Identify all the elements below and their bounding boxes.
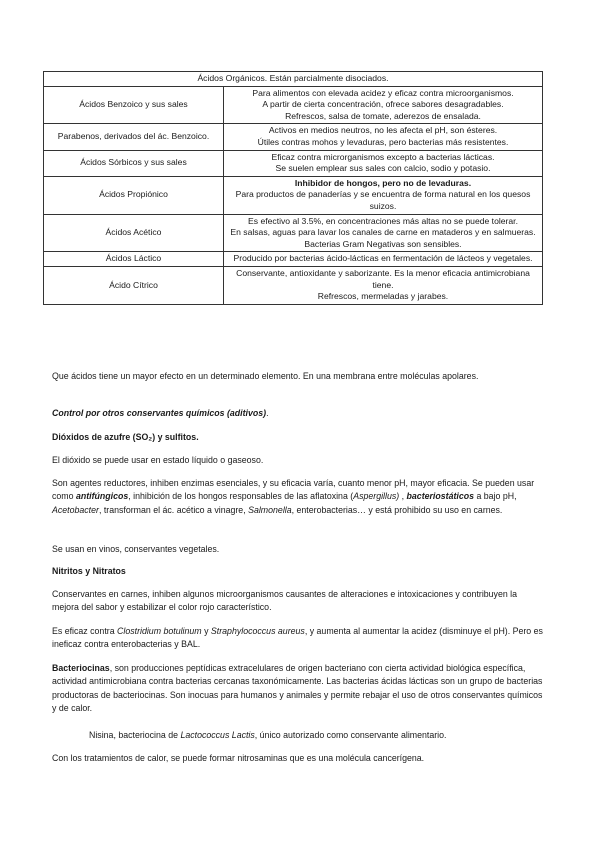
acid-description — [224, 86, 543, 124]
table-row — [44, 150, 543, 176]
acid-description — [224, 150, 543, 176]
acid-name: Ácidos Sórbicos y sus sales — [44, 150, 224, 176]
desc-line: Eficaz contra microrganismos excepto a bacterias lácticas. — [271, 151, 495, 162]
desc-line: En salsas, aguas para lavar los canales de carne en mataderos y en salmueras. — [230, 227, 536, 238]
table-row — [44, 252, 543, 267]
table-header-row — [44, 72, 543, 87]
desc-line: Producido por bacterias ácido-lácticas en fermentación de lácteos y vegetales. — [233, 253, 533, 264]
paragraph-nisina: Nisina, bacteriocina de Lactococcus Lactis, único autorizado como conservante alimentario. — [89, 730, 447, 740]
desc-line: Bacterias Gram Negativas son sensibles. — [304, 238, 462, 249]
heading-nitritos: Nitritos y Nitratos — [52, 566, 126, 576]
acid-name: Ácidos Acético — [44, 214, 224, 252]
acid-name: Ácidos Láctico — [44, 252, 224, 267]
acid-name: Ácidos Propiónico — [44, 176, 224, 214]
desc-line: A partir de cierta concentración, ofrece sabores desagradables. — [262, 99, 504, 110]
paragraph-heat: Con los tratamientos de calor, se puede formar nitrosaminas que es una molécula cancerígena. — [52, 753, 425, 763]
paragraph-nitritos: Conservantes en carnes, inhiben algunos microorganismos causantes de alteraciones e intoxicaciones y contribuyen la mejora del sabor y estabilizar el color rojo característico. — [52, 589, 518, 613]
paragraph-bacteriocins: Bacteriocinas, son producciones peptídicas extracelulares de origen bacteriano con cierta actividad biológica específica, actividad antimicrobiana contra bacterias cercanas taxonómicamente. Las bacterias ácidas lácticas son un grupo de bacterias productoras de bacteriocinas. Son inocuas para humanos y animales y permite rebajar el uso de otros conservantes químicos y de calor. — [52, 663, 543, 714]
acid-description — [224, 214, 543, 252]
heading-control: Control por otros conservantes químicos (aditivos). — [52, 408, 269, 418]
desc-line: Conservante, antioxidante y saborizante. Es la menor eficacia antimicrobiana tiene. — [236, 267, 530, 290]
paragraph-membrane: Que ácidos tiene un mayor efecto en un determinado elemento. En una membrana entre moléculas apolares. — [52, 371, 479, 381]
acid-name: Ácido Cítrico — [44, 266, 224, 304]
paragraph-wines: Se usan en vinos, conservantes vegetales. — [52, 544, 220, 554]
desc-line: Activos en medios neutros, no les afecta el pH, son ésteres. — [268, 125, 498, 136]
paragraph-efficacy: Es eficaz contra Clostridium botulinum y Straphylococcus aureus, y aumenta al aumentar la acidez (disminuye el pH). Pero es ineficaz contra enterobacterias y BAL. — [52, 626, 543, 650]
acid-name: Parabenos, derivados del ác. Benzoico. — [44, 124, 224, 150]
table-row — [44, 176, 543, 214]
acid-description — [224, 266, 543, 304]
desc-line: Útiles contras mohos y levaduras, pero bacterias más resistentes. — [257, 136, 509, 147]
table-row — [44, 214, 543, 252]
acid-description — [224, 252, 543, 267]
paragraph-so2-state: El dióxido se puede usar en estado líquido o gaseoso. — [52, 455, 264, 465]
desc-line: Se suelen emplear sus sales con calcio, sodio y potasio. — [275, 163, 491, 174]
table-row — [44, 86, 543, 124]
desc-line-bold: Inhibidor de hongos, pero no de levaduras. — [294, 177, 472, 188]
acid-description — [224, 176, 543, 214]
table-row — [44, 124, 543, 150]
desc-line: Para alimentos con elevada acidez y eficaz contra microorganismos. — [252, 87, 514, 98]
table-row — [44, 266, 543, 304]
organic-acids-table — [43, 71, 543, 305]
desc-line: Refrescos, salsa de tomate, aderezos de ensalada. — [285, 110, 481, 121]
acid-description — [224, 124, 543, 150]
desc-line: Refrescos, mermeladas y jarabes. — [317, 291, 449, 302]
paragraph-reducers: Son agentes reductores, inhiben enzimas esenciales, y su eficacia varía, cuanto menor pH, mayor eficacia. Se pueden usar como antifúngicos, inhibición de los hongos responsables de las aflatoxina (Aspergillus) , bacteriostáticos a bajo pH, Acetobacter, transforman el ác. acético a vinagre, Salmonella, enterobacterias… y está prohibido su uso en carnes. — [52, 478, 535, 515]
acid-name: Ácidos Benzoico y sus sales — [44, 86, 224, 124]
table-header: Ácidos Orgánicos. Están parcialmente disociados. — [44, 72, 543, 87]
desc-line: Para productos de panaderías y se encuentra de forma natural en los quesos suizos. — [235, 189, 531, 211]
heading-so2: Dióxidos de azufre (SO₂) y sulfitos. — [52, 432, 199, 442]
desc-line: Es efectivo al 3.5%, en concentraciones más altas no se puede tolerar. — [248, 215, 518, 226]
